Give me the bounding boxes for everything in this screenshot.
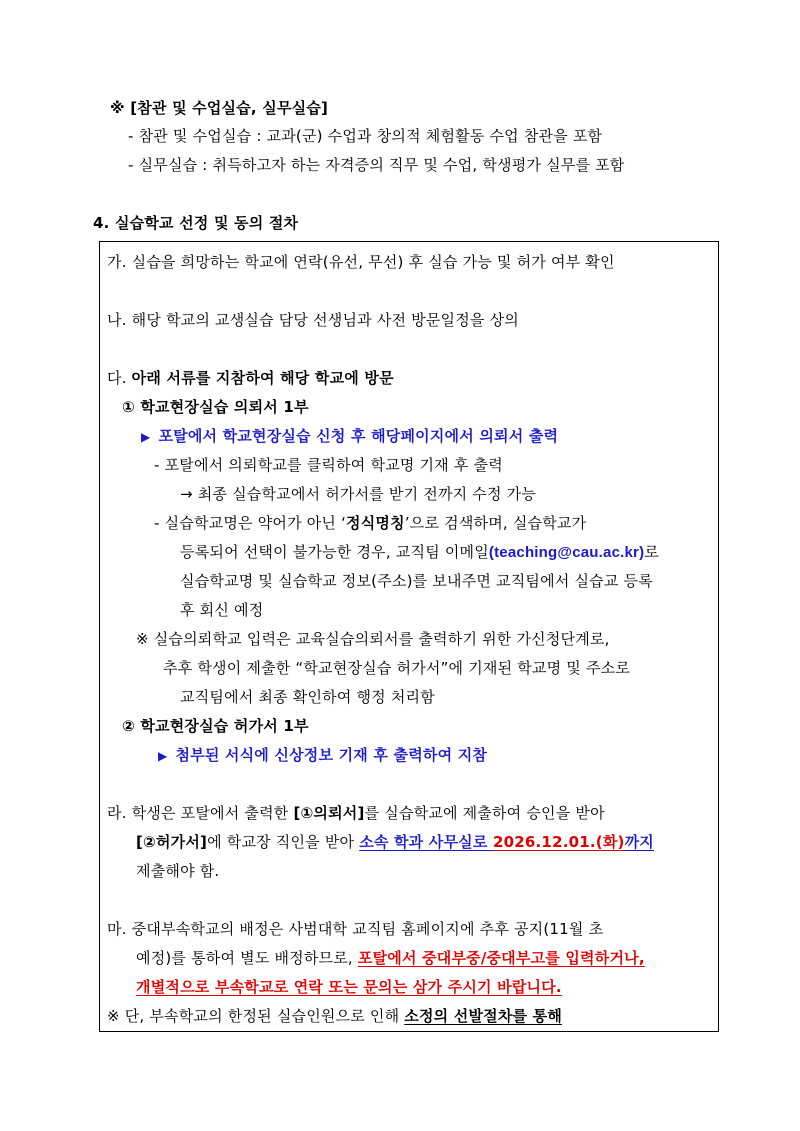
step-na: 나. 해당 학교의 교생실습 담당 선생님과 사전 방문일정을 상의 bbox=[107, 311, 519, 329]
step-ra-line2 bbox=[136, 832, 654, 852]
step-ma-line2-text: 예정)를 통하여 별도 배정하므로, bbox=[136, 949, 358, 967]
doc1-sub2-line2-text: 등록되어 선택이 불가능한 경우, 교직팀 이메일 bbox=[180, 543, 489, 561]
note1-line3: 교직팀에서 최종 확인하여 행정 처리함 bbox=[180, 688, 435, 706]
note2-text: ※ 단, 부속학교의 한정된 실습인원으로 인해 bbox=[107, 1007, 405, 1025]
intro-item-observation: - 참관 및 수업실습 : 교과(군) 수업과 창의적 체험활동 수업 참관을 포함 bbox=[128, 127, 603, 145]
doc1-sub2-line4: 후 회신 예정 bbox=[180, 601, 264, 619]
doc1-sub2-line1 bbox=[154, 513, 586, 533]
doc1-instruction-line bbox=[141, 426, 558, 447]
intro-heading: ※ [참관 및 수업실습, 실무실습] bbox=[110, 99, 329, 117]
section-title: 4. 실습학교 선정 및 동의 절차 bbox=[93, 214, 299, 232]
doc2-instruction: 첨부된 서식에 신상정보 기재 후 출력하여 지참 bbox=[175, 746, 488, 764]
dept-office-emphasis: 소속 학과 사무실로 bbox=[359, 833, 493, 851]
step-ra-text-a: 라. 학생은 포탈에서 출력한 bbox=[107, 804, 294, 822]
email-address: (teaching@cau.ac.kr) bbox=[488, 544, 645, 561]
step-ra-line3: 제출해야 함. bbox=[136, 862, 220, 880]
portal-warning-emphasis: 포탈에서 중대부중/중대부고를 입력하거나, bbox=[357, 949, 645, 967]
note2 bbox=[107, 1006, 562, 1026]
step-ma-line3: 개별적으로 부속학교로 연락 또는 문의는 삼가 주시기 바랍니다. bbox=[136, 978, 562, 996]
intro-item-practice: - 실무실습 : 취득하고자 하는 자격증의 직무 및 수업, 학생평가 실무를 포함 bbox=[128, 156, 625, 174]
doc2-title: ② 학교현장실습 허가서 1부 bbox=[122, 717, 309, 735]
doc1-sub2-text-b: ’으로 검색하며, 실습학교가 bbox=[404, 514, 587, 532]
doc1-sub2-text-a: - 실습학교명은 약어가 아닌 ‘ bbox=[154, 514, 347, 532]
deadline-date: 2026.12.01.(화) bbox=[492, 833, 625, 851]
step-da-text: 아래 서류를 지참하여 해당 학교에 방문 bbox=[131, 369, 394, 387]
doc2-instruction-line bbox=[158, 745, 487, 766]
step-ra-text-b: 를 실습학교에 제출하여 승인을 받아 bbox=[364, 804, 605, 822]
step-ra-line2-text: 에 학교장 직인을 받아 bbox=[207, 833, 360, 851]
permission-letter-label: [②허가서] bbox=[136, 833, 208, 851]
selection-procedure-emphasis: 소정의 선발절차를 통해 bbox=[404, 1007, 563, 1025]
step-da bbox=[107, 368, 394, 388]
doc1-sub2-line2 bbox=[180, 542, 659, 563]
doc1-sub2-line3: 실습학교명 및 실습학교 정보(주소)를 보내주면 교직팀에서 실습교 등록 bbox=[180, 572, 653, 590]
step-ma-line2 bbox=[136, 948, 645, 968]
note1-line1: ※ 실습의뢰학교 입력은 교육실습의뢰서를 출력하기 위한 가신청단계로, bbox=[136, 630, 610, 648]
request-letter-label: [①의뢰서] bbox=[293, 804, 365, 822]
step-ra-line1 bbox=[107, 803, 605, 823]
step-ma-line1: 마. 중대부속학교의 배정은 사범대학 교직팀 홈페이지에 추후 공지(11월 초 bbox=[107, 920, 604, 938]
doc1-title: ① 학교현장실습 의뢰서 1부 bbox=[122, 398, 309, 416]
deadline-suffix: 까지 bbox=[624, 833, 654, 851]
note1-line2: 추후 학생이 제출한 “학교현장실습 허가서”에 기재된 학교명 및 주소로 bbox=[163, 659, 631, 677]
step-da-prefix: 다. bbox=[107, 369, 132, 387]
doc1-sub2-line2-end: 로 bbox=[644, 543, 659, 561]
doc1-sub1-note: → 최종 실습학교에서 허가서를 받기 전까지 수정 가능 bbox=[180, 485, 537, 503]
arrow-right-icon: ▶ bbox=[158, 749, 168, 763]
arrow-right-icon: ▶ bbox=[141, 430, 151, 444]
doc1-instruction: 포탈에서 학교현장실습 신청 후 해당페이지에서 의뢰서 출력 bbox=[158, 427, 559, 445]
step-ga: 가. 실습을 희망하는 학교에 연락(유선, 무선) 후 실습 가능 및 허가 여부 확인 bbox=[107, 253, 615, 271]
doc1-sub1: - 포탈에서 의뢰학교를 클릭하여 학교명 기재 후 출력 bbox=[154, 456, 503, 474]
official-name-emphasis: 정식명칭 bbox=[346, 514, 405, 532]
